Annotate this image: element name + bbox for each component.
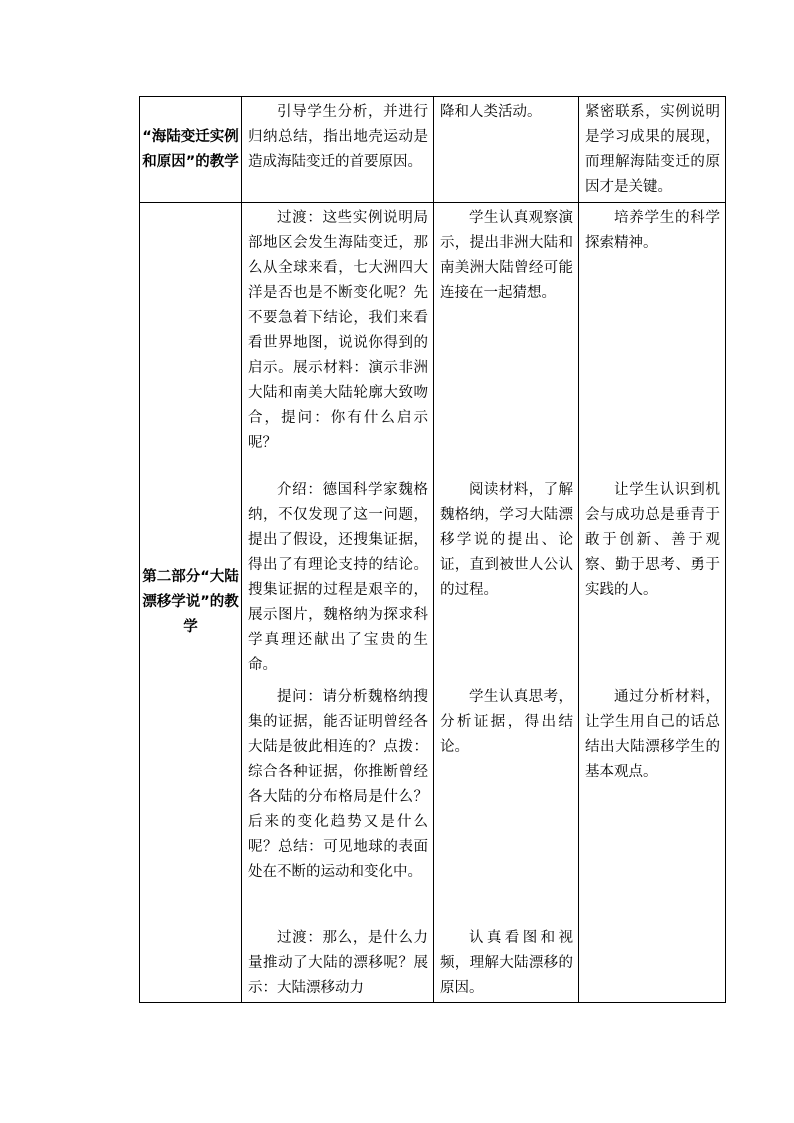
design-intent-cell bbox=[579, 203, 726, 1003]
student-activity-cell bbox=[434, 203, 579, 1003]
design-intent-text: 培养学生的科学探索精神。 bbox=[585, 210, 720, 251]
section-cell bbox=[140, 97, 242, 203]
design-intent-text: 让学生认识到机会与成功总是垂青于敢于创新、善于观察、勤于思考、勇于实践的人。 bbox=[585, 482, 720, 598]
teacher-activity-text: 过渡：这些实例说明局部地区会发生海陆变迁，那么从全球来看，七大洲四大洋是否也是不断变化呢？先不要急着下结论，我们来看看世界地图，说说你得到的启示。展示材料：演示非洲大陆和南美大陆轮廓大致吻合，提问：你有什么启示呢？ bbox=[248, 210, 428, 451]
teacher-activity-cell bbox=[242, 203, 434, 1003]
student-activity-cell bbox=[434, 97, 579, 203]
table-row bbox=[140, 97, 726, 203]
teacher-activity-cell bbox=[242, 97, 434, 203]
student-activity-text: 学生认真观察演示，提出非洲大陆和南美洲大陆曾经可能连接在一起猜想。 bbox=[440, 210, 573, 301]
teacher-activity-text: 过渡：那么，是什么力量推动了大陆的漂移呢？展示：大陆漂移动力 bbox=[248, 930, 428, 996]
teacher-activity-text: 引导学生分析，并进行归纳总结，指出地壳运动是造成海陆变迁的首要原因。 bbox=[248, 104, 428, 170]
section-cell bbox=[140, 203, 242, 1003]
section-title: 第二部分“大陆漂移学说”的教学 bbox=[142, 569, 239, 635]
student-activity-text: 阅读材料，了解魏格纳，学习大陆漂移学说的提出、论证，直到被世人公认的过程。 bbox=[440, 482, 573, 598]
table-row bbox=[140, 203, 726, 1003]
teacher-activity-text: 提问：请分析魏格纳搜集的证据，能否证明曾经各大陆是彼此相连的？点拨：综合各种证据，你推断曾经各大陆的分布格局是什么？后来的变化趋势又是什么呢？总结：可见地球的表面处在不断的运动和变化中。 bbox=[248, 689, 428, 880]
design-intent-cell bbox=[579, 97, 726, 203]
student-activity-text: 学生认真思考，分析证据，得出结论。 bbox=[440, 689, 573, 755]
lesson-plan-table bbox=[139, 96, 726, 1003]
design-intent-text: 通过分析材料，让学生用自己的话总结出大陆漂移学生的基本观点。 bbox=[585, 689, 720, 780]
teacher-activity-text: 介绍：德国科学家魏格纳，不仅发现了这一问题，提出了假设，还搜集证据，得出了有理论支持的结论。搜集证据的过程是艰辛的，展示图片，魏格纳为探求科学真理还献出了宝贵的生命。 bbox=[248, 482, 428, 673]
design-intent-text: 紧密联系，实例说明是学习成果的展现，而理解海陆变迁的原因才是关键。 bbox=[585, 104, 720, 195]
section-title: “海陆变迁实例和原因”的教学 bbox=[142, 128, 239, 170]
student-activity-text: 认真看图和视频，理解大陆漂移的原因。 bbox=[440, 930, 573, 996]
student-activity-text: 降和人类活动。 bbox=[440, 104, 542, 120]
